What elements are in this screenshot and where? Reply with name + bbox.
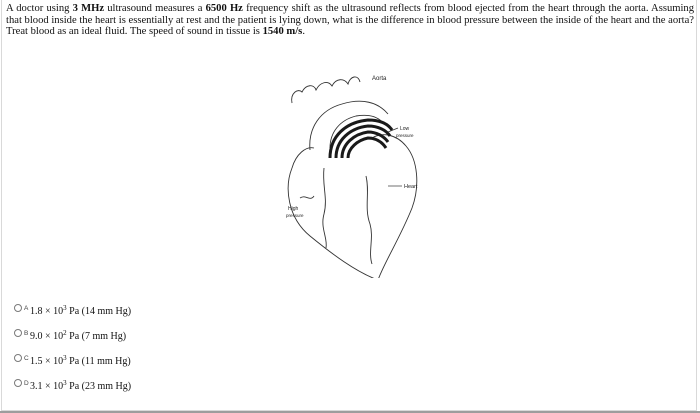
option-a-text: $1.8 \times 10^3$ Pa (14 mm Hg) — [30, 303, 132, 317]
question-text: A doctor using 3 MHz ultrasound measures a 6500 Hz frequency shift as the ultrasound reflects from blood ejected from the heart through the aorta. Assuming that blood inside the heart is essentially at rest and the patient is lying down, what is the difference in blood pressure between the inside of the heart and the aorta? Treat blood as an ideal fluid. The speed of sound in tissue is 1540 m/s. — [6, 3, 695, 38]
option-d[interactable] — [14, 375, 314, 397]
option-c-radio[interactable] — [14, 354, 22, 362]
option-c[interactable] — [14, 350, 314, 372]
heart-aorta-diagram — [270, 58, 450, 278]
low-pressure-label-1: Low — [400, 126, 410, 132]
option-b-radio[interactable] — [14, 329, 22, 337]
option-c-text: $1.5 \times 10^3$ Pa (11 mm Hg) — [30, 353, 131, 367]
option-a[interactable] — [14, 300, 314, 322]
option-a-letter: A — [24, 304, 29, 312]
heart-top-left — [292, 148, 314, 168]
option-a-radio[interactable] — [14, 304, 22, 312]
flow-arrow-4 — [348, 138, 386, 158]
option-c-letter: C — [24, 354, 29, 362]
option-d-letter: D — [24, 379, 29, 387]
option-b[interactable] — [14, 325, 314, 347]
option-d-text: $3.1 \times 10^3$ Pa (23 mm Hg) — [30, 378, 132, 392]
aorta-label: Aorta — [372, 76, 387, 82]
high-pressure-label-1: High — [288, 206, 299, 212]
option-b-letter: B — [24, 329, 29, 337]
heart-outline — [288, 135, 417, 278]
heart-diagram-svg — [270, 58, 450, 278]
wall-detail — [300, 196, 314, 198]
inner-wall-line — [366, 176, 372, 264]
option-b-text: $9.0 \times 10^2$ Pa (7 mm Hg) — [30, 328, 127, 342]
low-pressure-label-2: pressure — [396, 133, 414, 138]
answer-options — [14, 300, 314, 400]
septum-line — [323, 168, 326, 248]
vessel-outline — [292, 77, 360, 103]
option-d-radio[interactable] — [14, 379, 22, 387]
heart-label: Heart — [404, 184, 418, 190]
high-pressure-label-2: pressure — [286, 213, 304, 218]
